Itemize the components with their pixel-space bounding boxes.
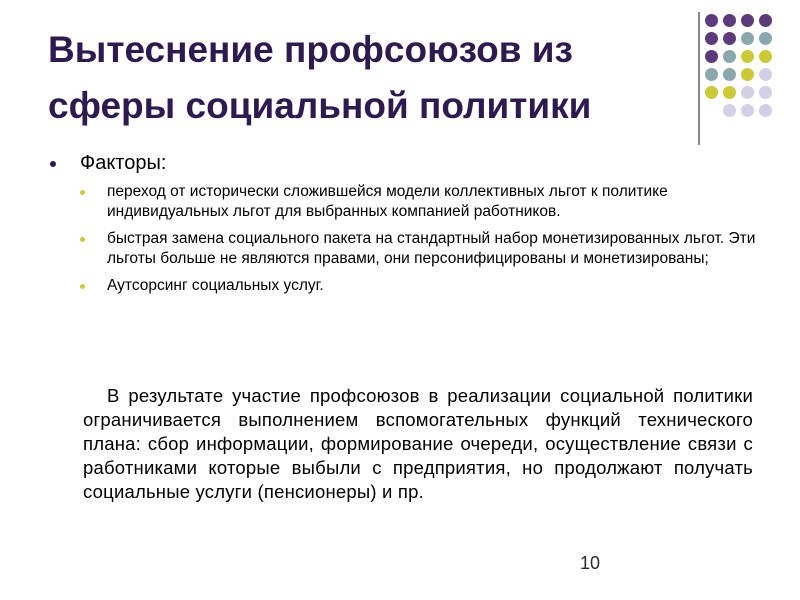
- factors-list: [50, 182, 760, 296]
- decorative-dot: [741, 32, 754, 45]
- decorative-dot: [759, 32, 772, 45]
- decorative-dot: [705, 32, 718, 45]
- decorative-dot: [705, 68, 718, 81]
- factor-text: Аутсорсинг социальных услуг.: [107, 277, 324, 294]
- decorative-dot-grid: [0, 0, 800, 140]
- slide-title: Вытеснение профсоюзов из сферы социальной политики: [48, 29, 592, 126]
- bullet-dot-icon: [50, 161, 56, 167]
- sub-bullet-dot-icon: [80, 237, 85, 242]
- decorative-dot: [759, 86, 772, 99]
- decorative-dot: [741, 50, 754, 63]
- decorative-dot: [741, 68, 754, 81]
- page-number: 10: [580, 553, 601, 573]
- factor-item: [50, 229, 760, 269]
- sub-bullet-dot-icon: [80, 190, 85, 195]
- factor-item: [50, 276, 760, 296]
- decorative-dot: [759, 68, 772, 81]
- decorative-dot: [759, 50, 772, 63]
- decorative-dot: [705, 86, 718, 99]
- factor-item: [50, 182, 760, 222]
- factors-bullet: [50, 150, 760, 176]
- factor-text: быстрая замена социального пакета на стандартный набор монетизированных льгот. Эти льготы больше не являются правами, они персонифицированы и монетизированы;: [107, 230, 756, 267]
- decorative-dot: [759, 14, 772, 27]
- result-paragraph: В результате участие профсоюзов в реализации социальной политики ограничивается выполнением вспомогательных функций технического плана: сбор информации, формирование очереди, осуществление связи с работниками которые выбыли с предприятия, но продолжают получать социальные услуги (пенсионеры) и пр.: [83, 385, 753, 502]
- decorative-dot: [723, 32, 736, 45]
- decorative-dot: [741, 86, 754, 99]
- decorative-dot: [723, 50, 736, 63]
- factor-text: переход от исторически сложившейся модели коллективных льгот к политике индивидуальных льгот для выбранных компанией работников.: [107, 183, 668, 220]
- decorative-dot: [723, 68, 736, 81]
- factors-heading: Факторы:: [80, 152, 167, 174]
- decorative-dot: [723, 86, 736, 99]
- decorative-dot: [723, 104, 736, 117]
- sub-bullet-dot-icon: [80, 284, 85, 289]
- decorative-dot: [705, 50, 718, 63]
- decorative-dot: [759, 104, 772, 117]
- decorative-dot: [741, 14, 754, 27]
- decorative-dot: [741, 104, 754, 117]
- slide-body: [50, 150, 760, 303]
- decorative-dot: [723, 14, 736, 27]
- decorative-dot: [705, 14, 718, 27]
